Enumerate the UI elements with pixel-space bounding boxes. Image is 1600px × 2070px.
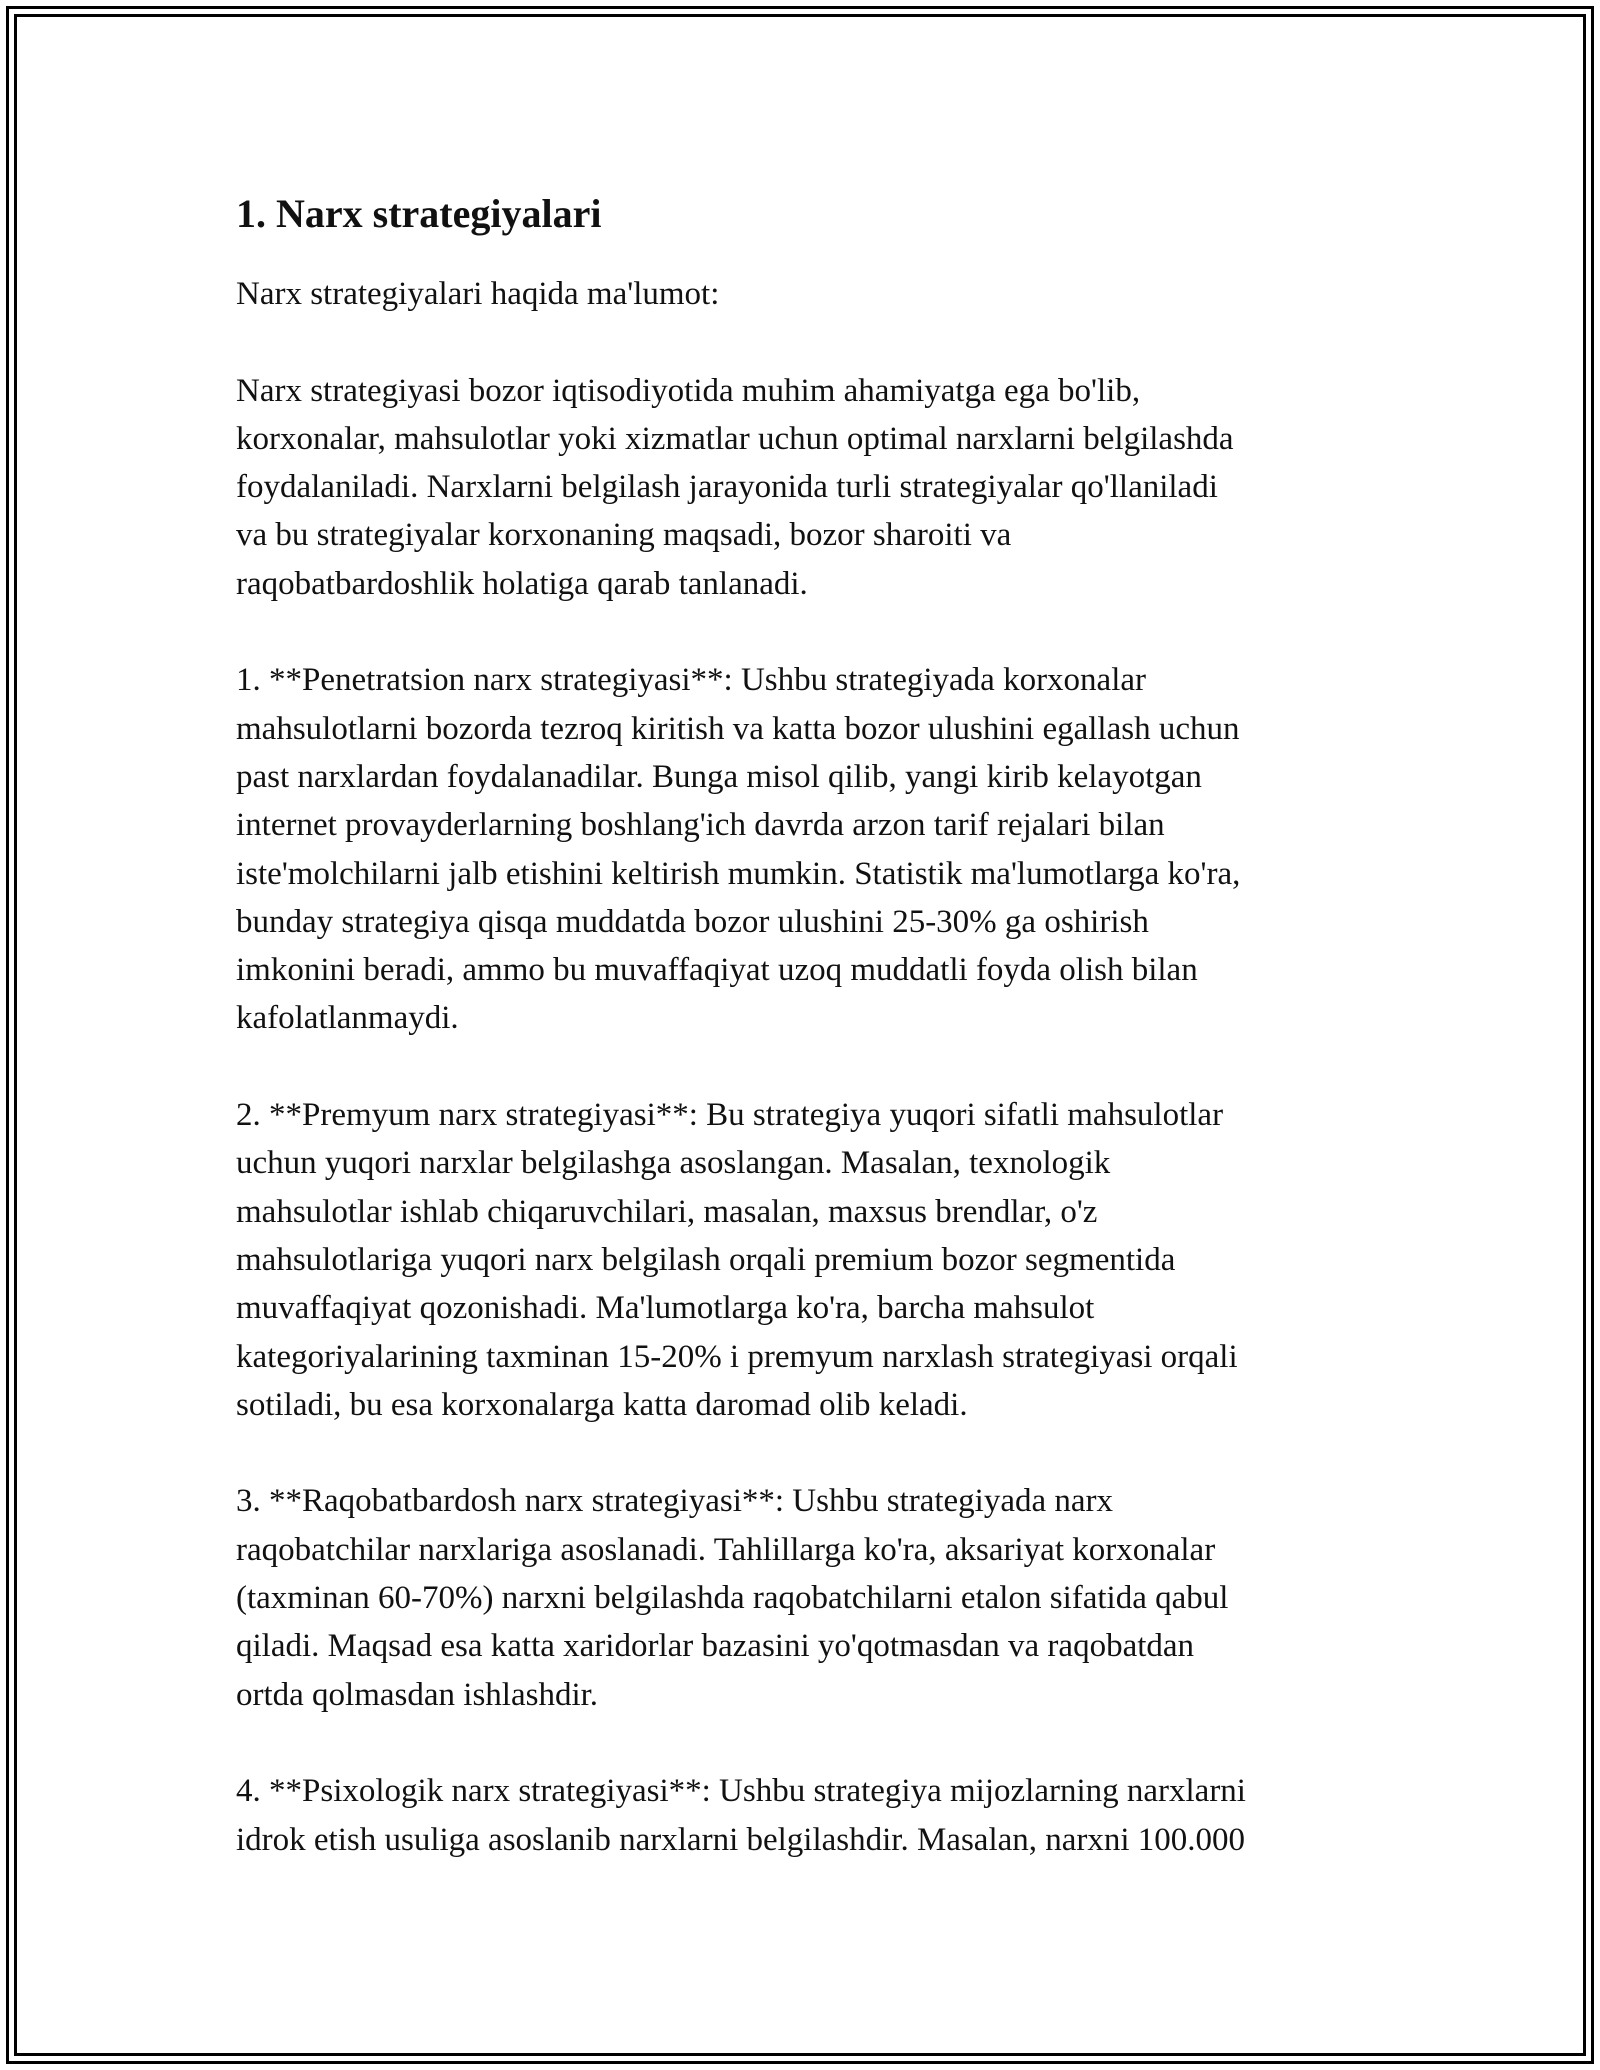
text-line: sotiladi, bu esa korxonalarga katta daromad olib keladi. — [236, 1386, 968, 1423]
paragraph-premium-strategy — [236, 1091, 1376, 1429]
section-heading: 1. Narx strategiyalari — [236, 191, 602, 236]
text-line: imkonini beradi, ammo bu muvaffaqiyat uzoq muddatli foyda olish bilan — [236, 952, 1198, 989]
text-line: mahsulotlar ishlab chiqaruvchilari, masalan, maxsus brendlar, o'z — [236, 1193, 1098, 1230]
text-line: idrok etish usuliga asoslanib narxlarni belgilashdir. Masalan, narxni 100.000 — [236, 1821, 1246, 1858]
text-line: iste'molchilarni jalb etishini keltirish mumkin. Statistik ma'lumotlarga ko'ra, — [236, 855, 1241, 892]
paragraph-psychological-strategy — [236, 1767, 1376, 1864]
text-line: raqobatbardoshlik holatiga qarab tanlanadi. — [236, 565, 808, 602]
text-line: 1. **Penetratsion narx strategiyasi**: Ushbu strategiyada korxonalar — [236, 662, 1147, 699]
paragraph-competitive-strategy — [236, 1477, 1376, 1718]
text-line: ortda qolmasdan ishlashdir. — [236, 1676, 599, 1713]
text-line: internet provayderlarning boshlang'ich davrda arzon tarif rejalari bilan — [236, 807, 1165, 844]
text-line: Narx strategiyasi bozor iqtisodiyotida muhim ahamiyatga ega bo'lib, — [236, 372, 1141, 409]
text-line: raqobatchilar narxlariga asoslanadi. Tahlillarga ko'ra, aksariyat korxonalar — [236, 1531, 1216, 1568]
text-line: bunday strategiya qisqa muddatda bozor ulushini 25-30% ga oshirish — [236, 903, 1149, 940]
document-body — [236, 186, 1376, 1912]
text-line: mahsulotlariga yuqori narx belgilash orqali premium bozor segmentida — [236, 1241, 1176, 1278]
intro-paragraph — [236, 270, 1376, 318]
text-line: korxonalar, mahsulotlar yoki xizmatlar uchun optimal narxlarni belgilashda — [236, 420, 1234, 457]
text-line: qiladi. Maqsad esa katta xaridorlar bazasini yo'qotmasdan va raqobatdan — [236, 1628, 1195, 1665]
text-line: 4. **Psixologik narx strategiyasi**: Ushbu strategiya mijozlarning narxlarni — [236, 1773, 1246, 1810]
text-line: kategoriyalarining taxminan 15-20% i premyum narxlash strategiyasi orqali — [236, 1338, 1238, 1375]
text-line: kafolatlanmaydi. — [236, 1000, 459, 1037]
text-line: muvaffaqiyat qozonishadi. Ma'lumotlarga ko'ra, barcha mahsulot — [236, 1290, 1095, 1327]
paragraph-overview — [236, 367, 1376, 608]
text-line: foydalaniladi. Narxlarni belgilash jarayonida turli strategiyalar qo'llaniladi — [236, 469, 1218, 506]
text-line: (taxminan 60-70%) narxni belgilashda raqobatchilarni etalon sifatida qabul — [236, 1580, 1229, 1617]
text-line: past narxlardan foydalanadilar. Bunga misol qilib, yangi kirib kelayotgan — [236, 758, 1202, 795]
text-line: 2. **Premyum narx strategiyasi**: Bu strategiya yuqori sifatli mahsulotlar — [236, 1097, 1224, 1134]
text-line: 3. **Raqobatbardosh narx strategiyasi**: Ushbu strategiyada narx — [236, 1483, 1114, 1520]
text-line: va bu strategiyalar korxonaning maqsadi, bozor sharoiti va — [236, 517, 1012, 554]
text-line: mahsulotlarni bozorda tezroq kiritish va katta bozor ulushini egallash uchun — [236, 710, 1240, 747]
paragraph-penetration-strategy — [236, 656, 1376, 1042]
intro-line: Narx strategiyalari haqida ma'lumot: — [236, 276, 720, 312]
text-line: uchun yuqori narxlar belgilashga asoslangan. Masalan, texnologik — [236, 1145, 1111, 1182]
